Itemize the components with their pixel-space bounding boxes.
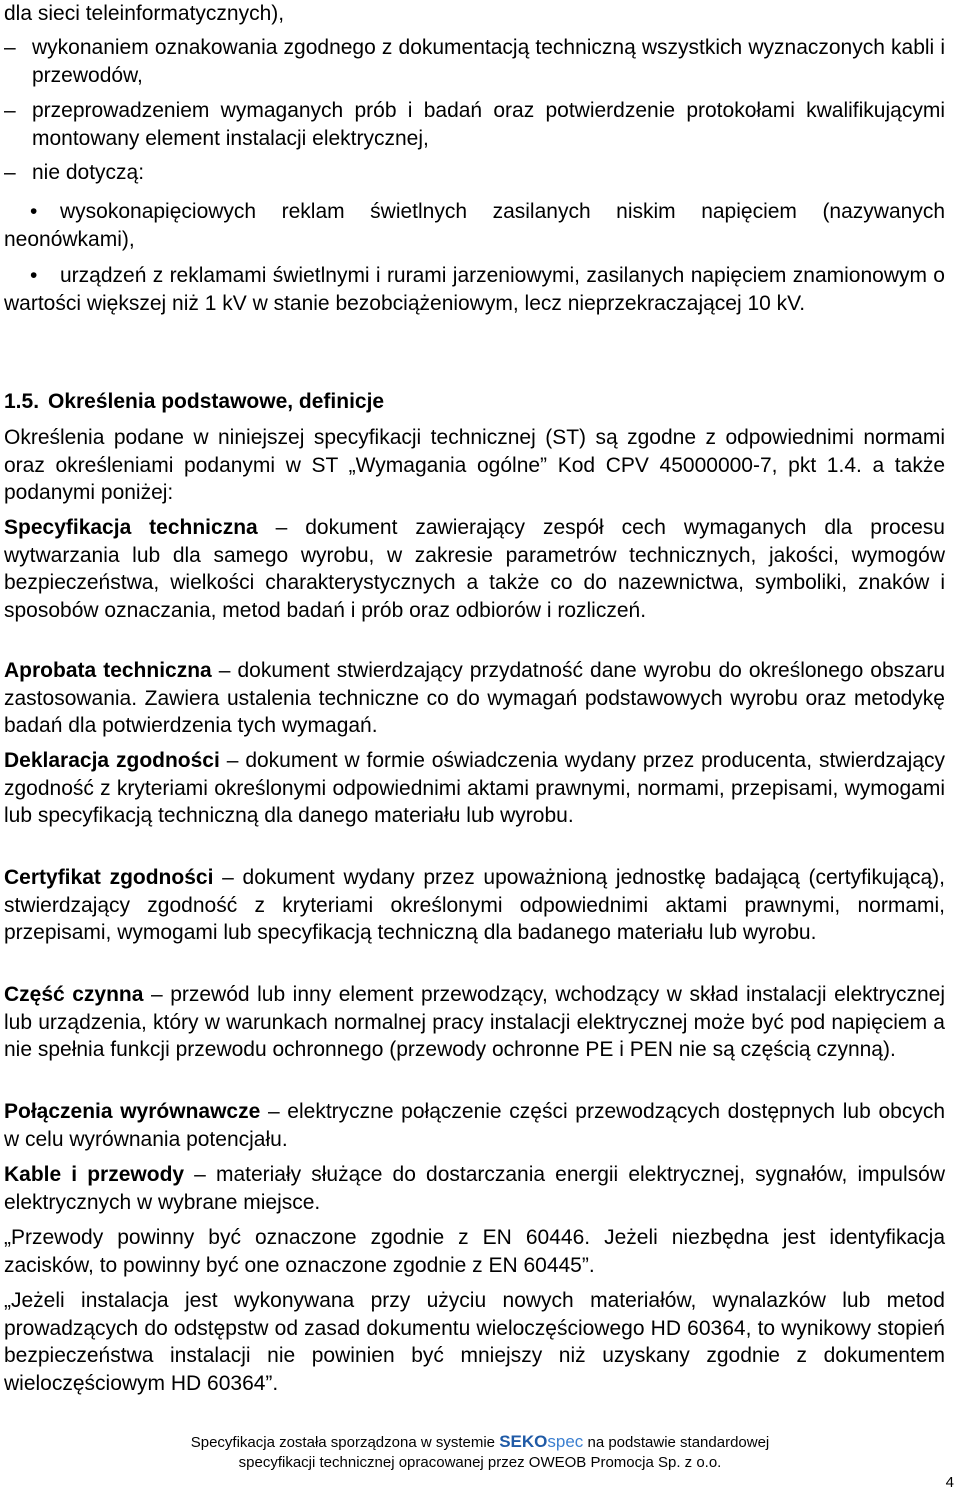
- definition-paragraph: [4, 514, 945, 624]
- definition-paragraph: [4, 1098, 945, 1153]
- section-title: Określenia podstawowe, definicje: [48, 390, 385, 413]
- definition-text: – dokument wydany przez upoważnioną jednostkę badającą (certyfikującą), stwierdzający zgodność z kryteriami określonymi odpowiednimi aktami prawnymi, normami, przepisami, wymogami lub specyfikacją techniczną dla badanego materiału lub wyrobu.: [4, 866, 945, 944]
- bullet-item: [4, 198, 945, 253]
- brand-logo-part: SEKO: [499, 1432, 548, 1451]
- section-number: 1.5.: [4, 390, 40, 413]
- definition-text: – dokument stwierdzający przydatność dane wyrobu do określonego obszaru zastosowania. Zawiera ustalenia techniczne co do wymagań podstawowych wyrobu oraz metodykę badań dla potwierdzenia tych wymagań.: [4, 659, 945, 737]
- definition-term: Deklaracja zgodności: [4, 749, 220, 772]
- bullet-item-text: urządzeń z reklamami świetlnymi i rurami jarzeniowymi, zasilanych napięciem znamionowym o wartości większej niż 1 kV w stanie bezobciążeniowym, lecz nieprzekraczającej 10 kV.: [4, 264, 945, 315]
- definition-paragraph: [4, 981, 945, 1064]
- definition-term: Część czynna: [4, 983, 144, 1006]
- dash-item-text: wykonaniem oznakowania zgodnego z dokumentacją techniczną wszystkich wyznaczonych kabli i przewodów,: [32, 36, 945, 87]
- footer-text: Specyfikacja została sporządzona w systemie: [190, 1434, 500, 1451]
- definition-paragraph: [4, 747, 945, 830]
- footer-text: na podstawie standardowej: [583, 1434, 770, 1451]
- definition-paragraph: [4, 864, 945, 947]
- dash-item: [4, 97, 945, 152]
- dash-item-text: nie dotyczą:: [32, 161, 145, 184]
- continued-text: dla sieci teleinformatycznych),: [4, 2, 285, 25]
- quote-paragraph: „Jeżeli instalacja jest wykonywana przy użyciu nowych materiałów, wynalazków lub metod prowadzących do odstępstw od zasad dokumentu wieloczęściowego HD 60364, to wynikowy stopień bezpieczeństwa instalacji nie powinien być mniejszy niż uzyskany zgodnie z dokumentem wieloczęściowym HD 60364”.: [4, 1289, 945, 1395]
- definition-term: Specyfikacja techniczna: [4, 516, 258, 539]
- dash-mark: –: [4, 161, 16, 184]
- dash-item: [4, 34, 945, 89]
- dash-item: [4, 159, 945, 187]
- quote-paragraph: „Przewody powinny być oznaczone zgodnie z EN 60446. Jeżeli niezbędna jest identyfikacja zacisków, to powinny być one oznaczone zgodnie z EN 60445”.: [4, 1226, 945, 1277]
- definition-text: – dokument w formie oświadczenia wydany przez producenta, stwierdzający zgodność z kryteriami określonymi odpowiednimi aktami prawnymi, normami, przepisami, wymogami lub specyfikacją techniczną dla danego materiału lub wyrobu.: [4, 749, 945, 827]
- definition-term: Aprobata techniczna: [4, 659, 212, 682]
- definition-term: Certyfikat zgodności: [4, 866, 214, 889]
- dash-mark: –: [4, 36, 16, 59]
- dash-mark: –: [4, 99, 16, 122]
- bullet-mark: •: [30, 264, 38, 287]
- footer-line-1: [0, 1432, 960, 1453]
- definition-term: Połączenia wyrównawcze: [4, 1100, 261, 1123]
- dash-item-text: przeprowadzeniem wymaganych prób i badań oraz potwierdzenie protokołami kwalifikującymi montowany element instalacji elektrycznej,: [32, 99, 945, 150]
- bullet-mark: •: [30, 200, 38, 223]
- definition-text: – elektryczne połączenie części przewodzących dostępnych lub obcych w celu wyrównania potencjału.: [4, 1100, 945, 1151]
- footer-line-2: specyfikacji technicznej opracowanej przez OWEOB Promocja Sp. z o.o.: [238, 1454, 722, 1471]
- brand-logo-part: spec: [547, 1432, 584, 1451]
- definition-text: – przewód lub inny element przewodzący, wchodzący w skład instalacji elektrycznej lub urządzenia, który w warunkach normalnej pracy instalacji elektrycznej może być pod napięciem a nie spełnia funkcji przewodu ochronnego (przewody ochronne PE i PEN nie są częścią czynną).: [4, 983, 945, 1061]
- page-number: 4: [945, 1474, 954, 1491]
- section-heading: [4, 388, 384, 416]
- intro-paragraph: Określenia podane w niniejszej specyfikacji technicznej (ST) są zgodne z odpowiednimi normami oraz określeniami podanymi w ST „Wymagania ogólne” Kod CPV 45000000-7, pkt 1.4. a także podanymi poniżej:: [4, 426, 945, 504]
- definition-paragraph: [4, 657, 945, 740]
- definition-paragraph: [4, 1161, 945, 1216]
- bullet-item-text: wysokonapięciowych reklam świetlnych zasilanych niskim napięciem (nazywanych neonówkami),: [4, 200, 945, 251]
- page-footer: [0, 1432, 960, 1473]
- bullet-item: [4, 262, 945, 317]
- definition-text: – dokument zawierający zespół cech wymaganych dla procesu wytwarzania lub dla samego wyrobu, w zakresie parametrów technicznych, jakości, wymogów bezpieczeństwa, wielkości charakterystycznych a także co do nazewnictwa, symboliki, znaków i sposobów oznaczania, metod badań i prób oraz odbiorów i rozliczeń.: [4, 516, 945, 622]
- definition-text: – materiały służące do dostarczania energii elektrycznej, sygnałów, impulsów elektrycznych w wybrane miejsce.: [4, 1163, 945, 1214]
- definition-term: Kable i przewody: [4, 1163, 185, 1186]
